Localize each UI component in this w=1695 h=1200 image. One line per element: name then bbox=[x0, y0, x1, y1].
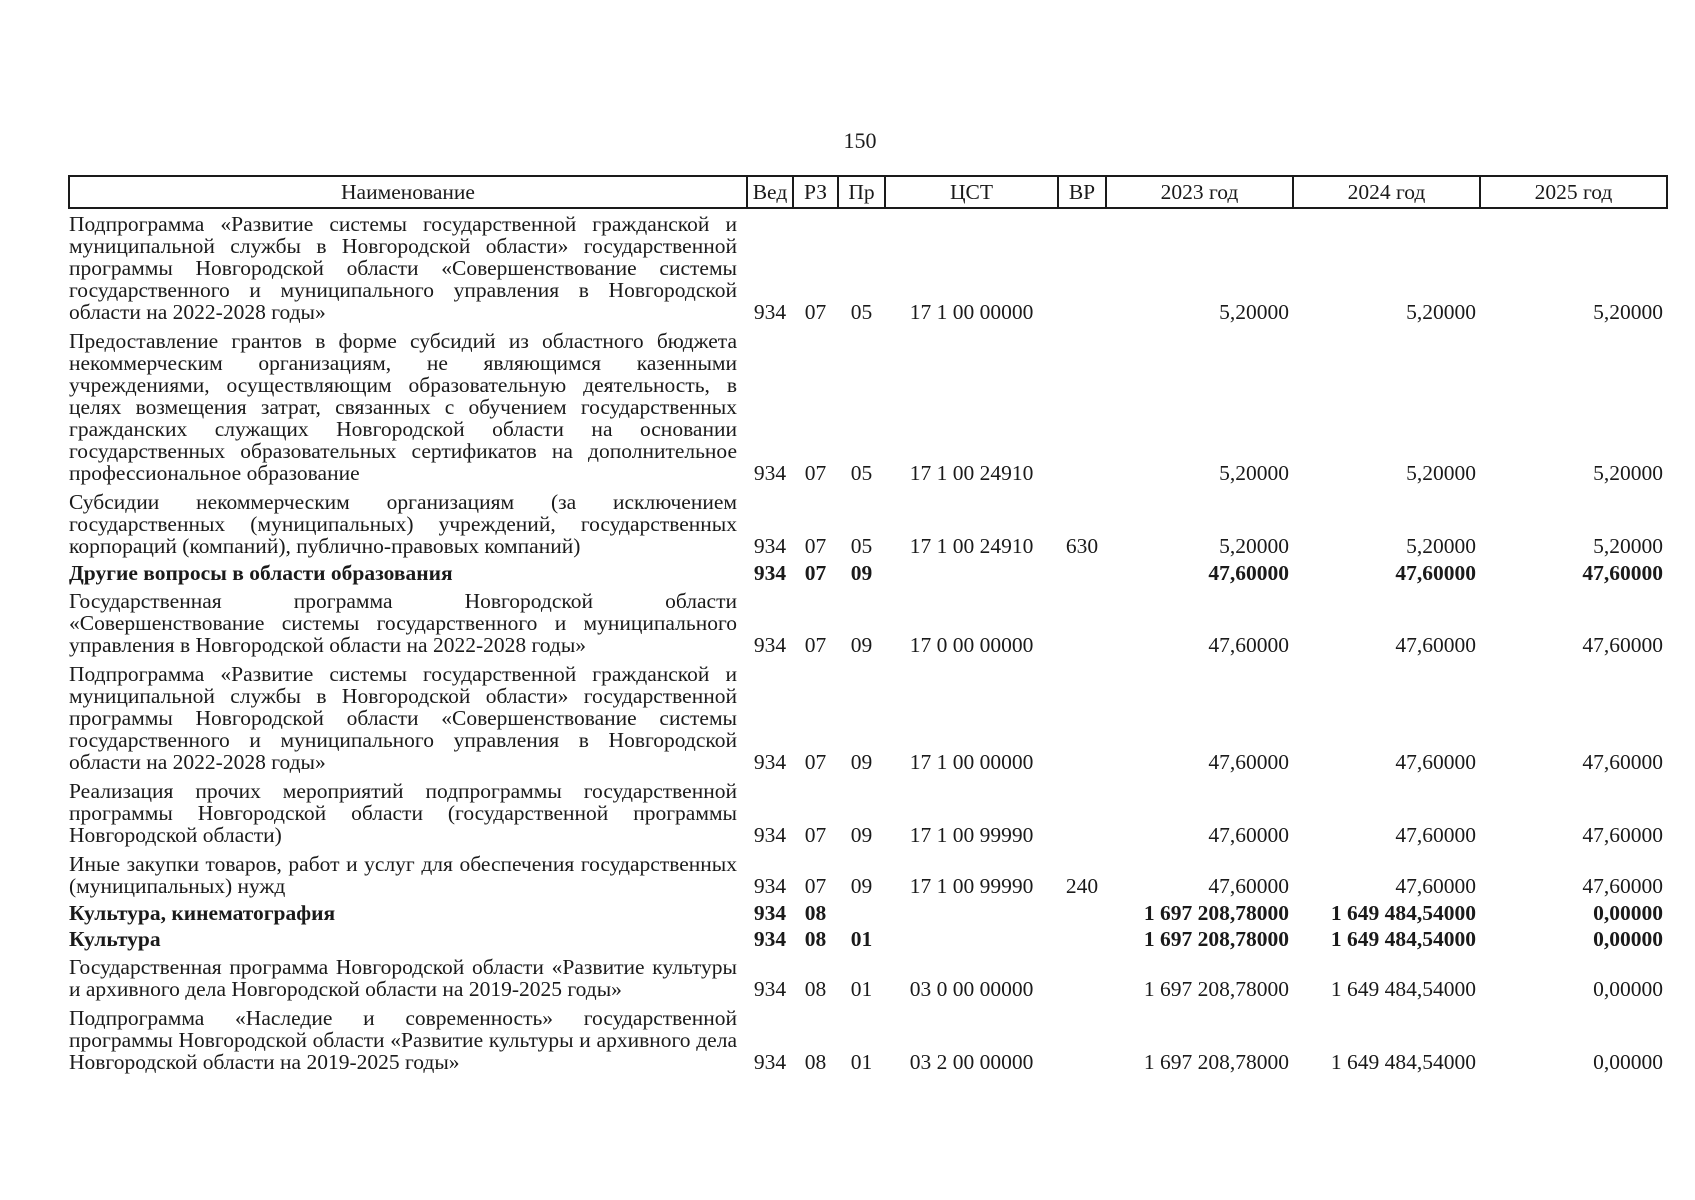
table-row bbox=[69, 952, 1667, 1003]
row-2023: 47,60000 bbox=[1208, 823, 1289, 847]
header-rz: РЗ bbox=[793, 176, 838, 208]
row-2025: 0,00000 bbox=[1593, 1050, 1663, 1074]
row-2023: 47,60000 bbox=[1208, 561, 1289, 585]
table-row bbox=[69, 326, 1667, 487]
row-2025: 5,20000 bbox=[1593, 534, 1663, 558]
row-name: Предоставление грантов в форме субсидий из областного бюджета некоммерческим организациям, не являющимся казенными учреждениями, осуществляющим образовательную деятельность, в целях возмещения затрат, связанных с обучением государственных гражданских служащих Новгородской области на основании государственных образовательных сертификатов на дополнительное профессиональное образование bbox=[69, 329, 737, 485]
row-2023: 5,20000 bbox=[1219, 461, 1289, 485]
row-name: Субсидии некоммерческим организациям (за исключением государственных (муниципальных) учреждений, государственных корпораций (компаний), публично-правовых компаний) bbox=[69, 490, 737, 558]
row-cst bbox=[885, 926, 1058, 952]
row-pr: 01 bbox=[850, 977, 873, 1001]
header-2025: 2025 год bbox=[1480, 176, 1667, 208]
table-row bbox=[69, 586, 1667, 659]
row-2023: 1 697 208,78000 bbox=[1143, 1050, 1289, 1074]
row-2023: 5,20000 bbox=[1219, 534, 1289, 558]
row-2025: 47,60000 bbox=[1582, 874, 1663, 898]
row-cst bbox=[885, 900, 1058, 926]
row-pr: 05 bbox=[850, 461, 873, 485]
row-2023: 47,60000 bbox=[1208, 750, 1289, 774]
row-2025: 47,60000 bbox=[1582, 823, 1663, 847]
row-2024: 47,60000 bbox=[1395, 633, 1476, 657]
row-2025: 47,60000 bbox=[1582, 750, 1663, 774]
row-cst: 17 0 00 00000 bbox=[909, 633, 1034, 657]
row-2023: 47,60000 bbox=[1208, 633, 1289, 657]
row-name: Подпрограмма «Развитие системы государственной гражданской и муниципальной службы в Новгородской области» государственной программы Новгородской области «Совершенствование системы государственного и муниципального управления в Новгородской области на 2022-2028 годы» bbox=[69, 212, 737, 324]
header-ved: Вед bbox=[747, 176, 793, 208]
row-rz: 07 bbox=[804, 823, 827, 847]
row-2024: 47,60000 bbox=[1395, 874, 1476, 898]
row-vr bbox=[1058, 326, 1106, 487]
row-2025: 47,60000 bbox=[1582, 561, 1663, 585]
row-name: Государственная программа Новгородской области «Развитие культуры и архивного дела Новгородской области на 2019-2025 годы» bbox=[69, 955, 737, 1001]
table-row bbox=[69, 208, 1667, 326]
row-pr bbox=[838, 900, 885, 926]
row-name: Культура, кинематография bbox=[69, 901, 336, 925]
row-rz: 07 bbox=[804, 534, 827, 558]
row-pr: 01 bbox=[850, 927, 873, 951]
table-row-section bbox=[69, 560, 1667, 586]
header-vr: ВР bbox=[1058, 176, 1106, 208]
row-cst bbox=[885, 560, 1058, 586]
row-rz: 08 bbox=[804, 927, 827, 951]
row-ved: 934 bbox=[753, 901, 787, 925]
row-name: Подпрограмма «Наследие и современность» государственной программы Новгородской области «Развитие культуры и архивного дела Новгородской области на 2019-2025 годы» bbox=[69, 1006, 737, 1074]
row-pr: 05 bbox=[850, 300, 873, 324]
row-2024: 47,60000 bbox=[1395, 750, 1476, 774]
row-ved: 934 bbox=[753, 750, 787, 774]
header-2024: 2024 год bbox=[1293, 176, 1480, 208]
row-vr bbox=[1058, 926, 1106, 952]
row-rz: 07 bbox=[804, 750, 827, 774]
row-vr bbox=[1058, 1003, 1106, 1076]
row-2025: 0,00000 bbox=[1593, 977, 1663, 1001]
row-vr: 630 bbox=[1065, 534, 1099, 558]
row-2024: 5,20000 bbox=[1406, 461, 1476, 485]
row-2024: 47,60000 bbox=[1395, 561, 1476, 585]
row-rz: 07 bbox=[804, 561, 827, 585]
table-row-section bbox=[69, 926, 1667, 952]
row-name: Реализация прочих мероприятий подпрограммы государственной программы Новгородской области (государственной программы Новгородской области) bbox=[69, 779, 737, 847]
row-2024: 5,20000 bbox=[1406, 534, 1476, 558]
row-cst: 17 1 00 00000 bbox=[909, 750, 1034, 774]
row-2025: 0,00000 bbox=[1593, 901, 1663, 925]
row-name: Иные закупки товаров, работ и услуг для обеспечения государственных (муниципальных) нужд bbox=[69, 852, 737, 898]
row-rz: 07 bbox=[804, 874, 827, 898]
row-name: Культура bbox=[69, 927, 161, 951]
row-ved: 934 bbox=[753, 534, 787, 558]
header-row bbox=[69, 176, 1667, 208]
row-cst: 03 2 00 00000 bbox=[909, 1050, 1034, 1074]
row-ved: 934 bbox=[753, 927, 787, 951]
row-2024: 5,20000 bbox=[1406, 300, 1476, 324]
row-ved: 934 bbox=[753, 300, 787, 324]
row-vr bbox=[1058, 659, 1106, 776]
row-ved: 934 bbox=[753, 1050, 787, 1074]
row-cst: 17 1 00 24910 bbox=[909, 534, 1034, 558]
row-pr: 09 bbox=[850, 750, 873, 774]
table-row bbox=[69, 776, 1667, 849]
table-row bbox=[69, 849, 1667, 900]
row-rz: 07 bbox=[804, 461, 827, 485]
row-2024: 47,60000 bbox=[1395, 823, 1476, 847]
row-2023: 1 697 208,78000 bbox=[1143, 901, 1289, 925]
row-ved: 934 bbox=[753, 561, 787, 585]
row-rz: 08 bbox=[804, 1050, 827, 1074]
row-vr: 240 bbox=[1065, 874, 1099, 898]
row-ved: 934 bbox=[753, 461, 787, 485]
table-row-section bbox=[69, 900, 1667, 926]
table-row bbox=[69, 487, 1667, 560]
row-2024: 1 649 484,54000 bbox=[1330, 901, 1476, 925]
row-2023: 47,60000 bbox=[1208, 874, 1289, 898]
row-2025: 5,20000 bbox=[1593, 461, 1663, 485]
row-pr: 09 bbox=[850, 823, 873, 847]
row-ved: 934 bbox=[753, 823, 787, 847]
row-ved: 934 bbox=[753, 977, 787, 1001]
row-pr: 09 bbox=[850, 874, 873, 898]
table-row bbox=[69, 1003, 1667, 1076]
row-2023: 5,20000 bbox=[1219, 300, 1289, 324]
row-2024: 1 649 484,54000 bbox=[1330, 977, 1476, 1001]
row-2024: 1 649 484,54000 bbox=[1330, 927, 1476, 951]
row-cst: 17 1 00 99990 bbox=[909, 874, 1034, 898]
row-vr bbox=[1058, 900, 1106, 926]
row-rz: 08 bbox=[804, 977, 827, 1001]
page-number: 150 bbox=[843, 128, 877, 153]
row-ved: 934 bbox=[753, 633, 787, 657]
row-2025: 0,00000 bbox=[1593, 927, 1663, 951]
row-cst: 17 1 00 99990 bbox=[909, 823, 1034, 847]
row-vr bbox=[1058, 586, 1106, 659]
header-2023: 2023 год bbox=[1106, 176, 1293, 208]
row-2025: 5,20000 bbox=[1593, 300, 1663, 324]
row-2025: 47,60000 bbox=[1582, 633, 1663, 657]
header-pr: Пр bbox=[838, 176, 885, 208]
row-name: Подпрограмма «Развитие системы государственной гражданской и муниципальной службы в Новгородской области» государственной программы Новгородской области «Совершенствование системы государственного и муниципального управления в Новгородской области на 2022-2028 годы» bbox=[69, 662, 737, 774]
row-cst: 17 1 00 24910 bbox=[909, 461, 1034, 485]
header-cst: ЦСТ bbox=[885, 176, 1058, 208]
row-2023: 1 697 208,78000 bbox=[1143, 927, 1289, 951]
row-rz: 07 bbox=[804, 633, 827, 657]
table-row bbox=[69, 659, 1667, 776]
row-rz: 08 bbox=[804, 901, 827, 925]
budget-table bbox=[68, 175, 1668, 1076]
row-cst: 03 0 00 00000 bbox=[909, 977, 1034, 1001]
row-rz: 07 bbox=[804, 300, 827, 324]
row-2023: 1 697 208,78000 bbox=[1143, 977, 1289, 1001]
row-vr bbox=[1058, 208, 1106, 326]
row-2024: 1 649 484,54000 bbox=[1330, 1050, 1476, 1074]
row-name: Другие вопросы в области образования bbox=[69, 561, 453, 585]
row-pr: 05 bbox=[850, 534, 873, 558]
row-ved: 934 bbox=[753, 874, 787, 898]
row-cst: 17 1 00 00000 bbox=[909, 300, 1034, 324]
row-pr: 09 bbox=[850, 561, 873, 585]
row-pr: 01 bbox=[850, 1050, 873, 1074]
row-vr bbox=[1058, 560, 1106, 586]
row-pr: 09 bbox=[850, 633, 873, 657]
row-vr bbox=[1058, 776, 1106, 849]
row-vr bbox=[1058, 952, 1106, 1003]
row-name: Государственная программа Новгородской области «Совершенствование системы государственного и муниципального управления в Новгородской области на 2022-2028 годы» bbox=[69, 589, 737, 657]
header-name: Наименование bbox=[69, 176, 747, 208]
